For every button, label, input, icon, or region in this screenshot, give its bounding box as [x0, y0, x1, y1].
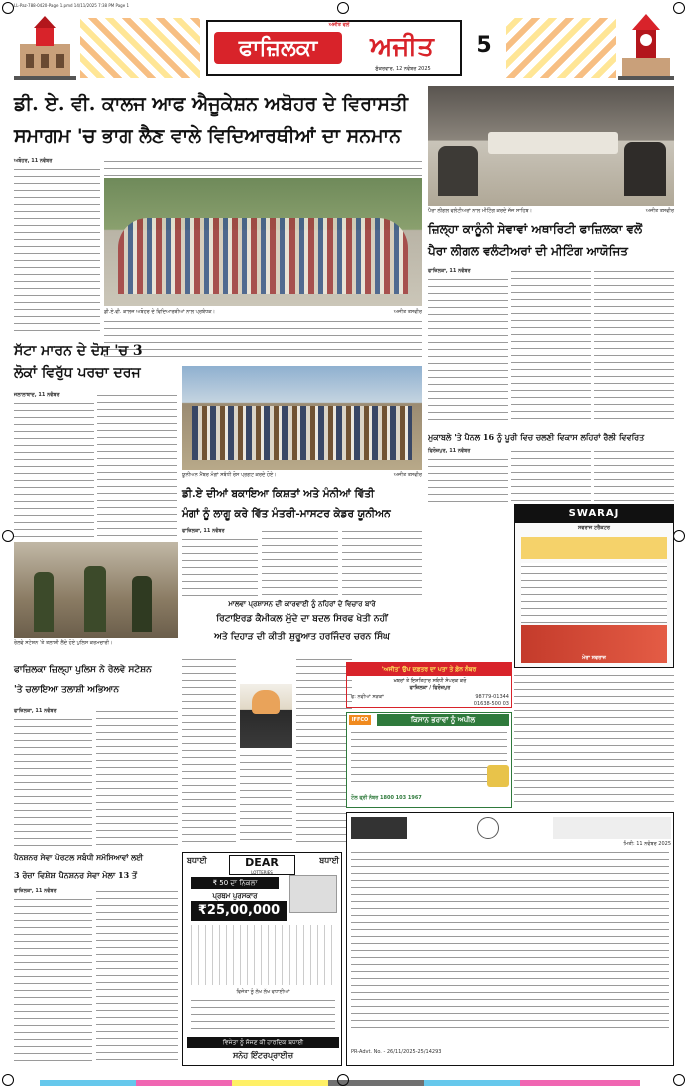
election-body-column3	[594, 448, 674, 502]
meeting-photo	[428, 86, 674, 206]
lead-headline	[14, 88, 422, 154]
union-dateline: ਫਾਜ਼ਿਲਕਾ, 11 ਨਵੰਬਰ	[182, 528, 225, 534]
decorative-pattern	[506, 18, 616, 78]
turban-icon	[252, 690, 280, 714]
lottery-winner-label: ਵਿਜੇਤਾ ਨੂੰ ਲੱਖ ਲੱਖ ਵਧਾਈਆਂ	[236, 989, 290, 995]
office-banner: 'ਅਜੀਤ' ਉਪ ਦਫ਼ਤਰ ਦਾ ਪਤਾ ਤੇ ਫ਼ੋਨ ਨੰਬਰ	[347, 663, 511, 676]
masthead-tagline: ਅਜੀਤ ਵਲੋਂ	[328, 22, 350, 28]
lottery-sub-brand: LOTTERIES	[251, 870, 273, 875]
registration-mark	[673, 1074, 685, 1086]
person-silhouette	[438, 146, 478, 196]
tender-notice	[346, 812, 674, 1066]
officer-silhouette	[84, 566, 106, 632]
office-address: ਫ: ਨਵੀਆਂ ਸੜਕਾਂ	[351, 694, 384, 700]
iffco-body-text	[351, 729, 507, 787]
police-photo	[14, 542, 178, 638]
meeting-photo-caption: ਪੈਰਾ ਲੀਗਲ ਵਲੰਟੀਅਰਾਂ ਨਾਲ ਮੀਟਿੰਗ ਕਰਦੇ ਜੱਜ ਸਾਹਿਬ।	[428, 208, 532, 214]
meeting-table	[488, 132, 618, 154]
police-headline-line1: ਫਾਜ਼ਿਲਕਾ ਜ਼ਿਲ੍ਹਾ ਪੁਲਿਸ ਨੇ ਰੇਲਵੇ ਸਟੇਸ਼ਨ	[14, 665, 152, 675]
lead-headline-line1: ਡੀ. ਏ. ਵੀ. ਕਾਲਜ ਆਫ ਐਜੂਕੇਸ਼ਨ ਅਬੋਹਰ ਦੇ ਵਿਰਾਸਤੀ	[14, 93, 408, 115]
pension-headline	[14, 850, 178, 886]
union-body-column2	[262, 528, 338, 596]
betting-headline-line2: ਲੋਕਾਂ ਵਿਰੁੱਧ ਪਰਚਾ ਦਰਜ	[14, 365, 141, 381]
lottery-first-prize-amount: ₹25,00,000	[191, 901, 287, 921]
lottery-badhai-right: ਬਧਾਈ	[319, 856, 339, 865]
registration-mark	[2, 530, 14, 542]
betting-body-column2	[97, 392, 177, 538]
registration-mark	[2, 1074, 14, 1086]
office-notice: ਖ਼ਬਰਾਂ ਤੇ ਇਸ਼ਤਿਹਾਰ ਸਬੰਧੀ ਸੰਪਰਕ ਕਰੋ	[393, 678, 467, 684]
betting-body-column1	[14, 400, 94, 538]
election-headline-text: ਮੁਕਾਬਲੇ 'ਤੇ ਪੈਨਲ 16 ਨੂੰ ਪੂਰੀ ਵਿਚ ਚਲਣੀ ਵਿਕਾਸ ਲਹਿਰਾਂ ਰੈਲੀ ਵਿਵਰਿਤ	[428, 432, 645, 442]
swaraj-tagline: ਮੇਰਾ ਸਵਰਾਜ	[582, 655, 606, 661]
masthead-date: ਸ਼ੁੱਕਰਵਾਰ, 12 ਨਵੰਬਰ 2025	[375, 66, 431, 72]
pension-headline-line1: ਪੈਨਸ਼ਨਰ ਸੇਵਾ ਪੋਰਟਲ ਸਬੰਧੀ ਸਮੱਸਿਆਵਾਂ ਲਈ	[14, 853, 144, 862]
tender-header-strip	[553, 817, 671, 839]
swaraj-brand: SWARAJ	[515, 505, 673, 523]
pension-body-column2	[96, 888, 178, 1066]
election-body-column2	[511, 448, 591, 502]
lottery-badhai-left: ਬਧਾਈ	[187, 856, 207, 865]
lottery-ad	[182, 852, 342, 1066]
masthead-title-part2: ਅਜੀਤ	[370, 32, 434, 62]
color-registration-bar	[40, 1080, 640, 1086]
pension-dateline: ਫਾਜ਼ਿਲਕਾ, 11 ਨਵੰਬਰ	[14, 888, 57, 894]
tender-date: ਮਿਤੀ: 11 ਨਵੰਬਰ 2025	[623, 841, 671, 847]
office-phone2: 01638-500 03	[473, 701, 509, 707]
legal-body-column3	[594, 268, 674, 424]
decorative-pattern	[80, 18, 200, 78]
lottery-ticket-price: ₹ 50 ਦਾ ਨਿਕਲਾ	[191, 877, 279, 889]
union-body-column3	[342, 528, 422, 596]
union-headline-line2: ਮੰਗਾਂ ਨੂੰ ਲਾਗੂ ਕਰੇ ਵਿੱਤ ਮੰਤਰੀ-ਮਾਸਟਰ ਕੇਡਰ ਯੂਨੀਅਨ	[182, 508, 391, 520]
office-phone1: 98779-01344	[475, 694, 509, 700]
registration-mark	[673, 530, 685, 542]
swaraj-ad	[514, 504, 674, 668]
police-body-column1	[14, 716, 92, 846]
pension-headline-line2: 3 ਰੋਜ਼ਾ ਵਿਸ਼ੇਸ਼ ਪੈਨਸ਼ਨਰ ਸੇਵਾ ਮੇਲਾ 13 ਤੋਂ	[14, 870, 138, 880]
lottery-seller-name: ਸਨੇਹ ਇੰਟਰਪ੍ਰਾਈਜ਼	[232, 1051, 294, 1060]
portrait-photo	[240, 684, 292, 748]
lead-dateline: ਅਬੋਹਰ, 11 ਨਵੰਬਰ	[14, 158, 53, 164]
union-headline-line1: ਡੀ.ਏ ਦੀਆਂ ਬਕਾਇਆ ਕਿਸ਼ਤਾਂ ਅਤੇ ਮੰਨੀਆਂ ਵਿੱਤੀ	[182, 488, 375, 500]
lead-photo-caption: ਡੀ.ਏ.ਵੀ. ਕਾਲਜ ਅਬੋਹਰ ਦੇ ਵਿਦਿਆਰਥੀਆਂ ਨਾਲ ਪ੍ਰਬੰਧਕ।	[104, 309, 216, 315]
iffco-ad	[346, 712, 512, 808]
tender-pr-advt: PR-Advt. No. - 26/11/2025-25/14293	[351, 1049, 442, 1055]
police-photo-caption: ਰੇਲਵੇ ਸਟੇਸ਼ਨ 'ਤੇ ਤਲਾਸ਼ੀ ਲੈਂਦੇ ਹੋਏ ਪੁਲਿਸ ਕਰਮਚਾਰੀ।	[14, 640, 113, 646]
election-headline	[428, 428, 674, 446]
clock-tower-icon	[618, 14, 674, 80]
lottery-first-prize-label: ਪ੍ਰਥਮ ਪੁਰਸਕਾਰ	[212, 892, 258, 900]
legal-body-column2	[511, 268, 591, 424]
union-body-continued1	[182, 656, 236, 846]
legal-headline	[428, 218, 674, 266]
winner-photo	[289, 875, 337, 913]
lottery-footer-label: ਵਿਜੇਤਾ ਨੂੰ ਸੱਜਣ ਕੀ ਹਾਰਦਿਕ ਬਧਾਈ	[187, 1037, 339, 1048]
legal-headline-line1: ਜ਼ਿਲ੍ਹਾ ਕਾਨੂੰਨੀ ਸੇਵਾਵਾਂ ਅਥਾਰਿਟੀ ਫਾਜ਼ਿਲਕਾ ਵਲੋਂ	[428, 222, 643, 236]
notice-body-text	[514, 672, 674, 808]
masthead-title-block	[206, 20, 462, 76]
lottery-brand-box	[229, 855, 295, 875]
registration-mark	[673, 2, 685, 14]
lottery-brand: DEAR	[245, 856, 279, 869]
heritage-building-icon	[14, 14, 76, 80]
swaraj-heading: ਸਵਰਾਜ ਟਰੈਕਟਰ	[577, 525, 611, 531]
union-subhead-line3: ਅਤੇ ਦਿਹਾੜ ਦੀ ਕੀਤੀ ਸ਼ੁਰੂਆਤ ਹਰਜਿੰਦਰ ਚਰਨ ਸਿੰਘ	[214, 632, 390, 642]
election-body-column1	[428, 456, 508, 502]
lottery-ticket-image	[191, 925, 335, 985]
swaraj-body-text	[521, 563, 667, 623]
lead-body-intro	[104, 158, 422, 176]
government-emblem-icon	[477, 817, 499, 839]
pension-body-column1	[14, 896, 92, 1066]
officer-silhouette	[132, 576, 152, 632]
union-group-photo	[182, 366, 422, 470]
tender-logo-box	[351, 817, 407, 839]
union-body-column1	[182, 536, 258, 596]
legal-dateline: ਫਾਜ਼ਿਲਕਾ, 11 ਨਵੰਬਰ	[428, 268, 471, 274]
students-crowd	[118, 218, 408, 294]
meeting-photo-credit: ਅਜੀਤ ਤਸਵੀਰ	[645, 208, 674, 214]
office-address-box	[346, 662, 512, 708]
legal-body-column1	[428, 276, 508, 424]
lead-headline-line2: ਸਮਾਗਮ 'ਚ ਭਾਗ ਲੈਣ ਵਾਲੇ ਵਿਦਿਆਰਥੀਆਂ ਦਾ ਸਨਮਾਨ	[14, 125, 401, 147]
group-photo-credit: ਅਜੀਤ ਤਸਵੀਰ	[393, 472, 422, 478]
swaraj-banner-strip	[521, 537, 667, 559]
lead-photo-credit: ਅਜੀਤ ਤਸਵੀਰ	[393, 309, 422, 315]
police-body-column2	[96, 708, 178, 846]
lead-body-column	[14, 166, 100, 336]
union-body-continued2	[296, 656, 352, 846]
iffco-heading: ਕਿਸਾਨ ਭਰਾਵਾਂ ਨੂੰ ਅਪੀਲ	[377, 714, 509, 726]
page-number: 5	[476, 33, 492, 58]
person-silhouette	[624, 142, 666, 196]
union-crowd	[192, 406, 412, 460]
group-photo-caption: ਯੂਨੀਅਨ ਮੈਂਬਰ ਮੰਗਾਂ ਸਬੰਧੀ ਰੋਸ ਪ੍ਰਗਟ ਕਰਦੇ ਹੋਏ।	[182, 472, 277, 478]
officer-silhouette	[34, 572, 54, 632]
union-subhead-line2: ਰਿਟਾਇਰਡ ਕੈਮੀਕਲ ਮੁੱਦੇ ਦਾ ਬਦਲ ਸਿਰਫ ਖੇਤੀ ਨਹੀਂ	[216, 614, 388, 624]
fertilizer-bag-icon	[487, 765, 509, 787]
registration-mark	[2, 2, 14, 14]
masthead	[14, 14, 674, 82]
betting-headline	[14, 340, 178, 388]
registration-mark	[337, 2, 349, 14]
union-body-continued3	[240, 752, 292, 846]
union-headline	[182, 484, 422, 524]
students-group-photo	[104, 178, 422, 306]
office-section-label: ਫਾਜ਼ਿਲਕਾ / ਫਿਰੋਜ਼ਪੁਰ	[409, 685, 451, 691]
police-dateline: ਫਾਜ਼ਿਲਕਾ, 11 ਨਵੰਬਰ	[14, 708, 57, 714]
print-slug: LL-Paz-788-0420-Page 1.pmd 14/11/2025 7:38 PM Page 1	[14, 3, 129, 8]
union-subhead	[182, 598, 422, 652]
union-subhead-line1: ਮਾਲਵਾ ਪ੍ਰਸ਼ਾਸਨ ਦੀ ਕਾਰਵਾਈ ਨੂੰ ਨਹਿਰਾਂ ਦੇ ਵਿਚਾਰ ਬਾਰੇ	[228, 599, 376, 608]
lottery-body-text	[191, 997, 335, 1033]
masthead-title-part1: ਫਾਜ਼ਿਲਕਾ	[214, 32, 342, 64]
legal-headline-line2: ਪੈਰਾ ਲੀਗਲ ਵਲੰਟੀਅਰਾਂ ਦੀ ਮੀਟਿੰਗ ਆਯੋਜਿਤ	[428, 244, 628, 258]
tender-body-text	[351, 849, 669, 1033]
police-headline-line2: 'ਤੇ ਚਲਾਇਆ ਤਲਾਸ਼ੀ ਅਭਿਆਨ	[14, 685, 119, 695]
iffco-helpline: ਟੋਲ ਫ੍ਰੀ ਨੰਬਰ 1800 103 1967	[351, 795, 422, 801]
iffco-logo: IFFCO	[349, 715, 371, 725]
betting-dateline: ਜਲਾਲਾਬਾਦ, 11 ਨਵੰਬਰ	[14, 392, 60, 398]
election-dateline: ਫਿਰੋਜ਼ਪੁਰ, 11 ਨਵੰਬਰ	[428, 448, 471, 454]
betting-headline-line1: ਸੱਟਾ ਮਾਰਨ ਦੇ ਦੋਸ਼ 'ਚ 3	[14, 343, 143, 359]
police-headline	[14, 660, 178, 704]
